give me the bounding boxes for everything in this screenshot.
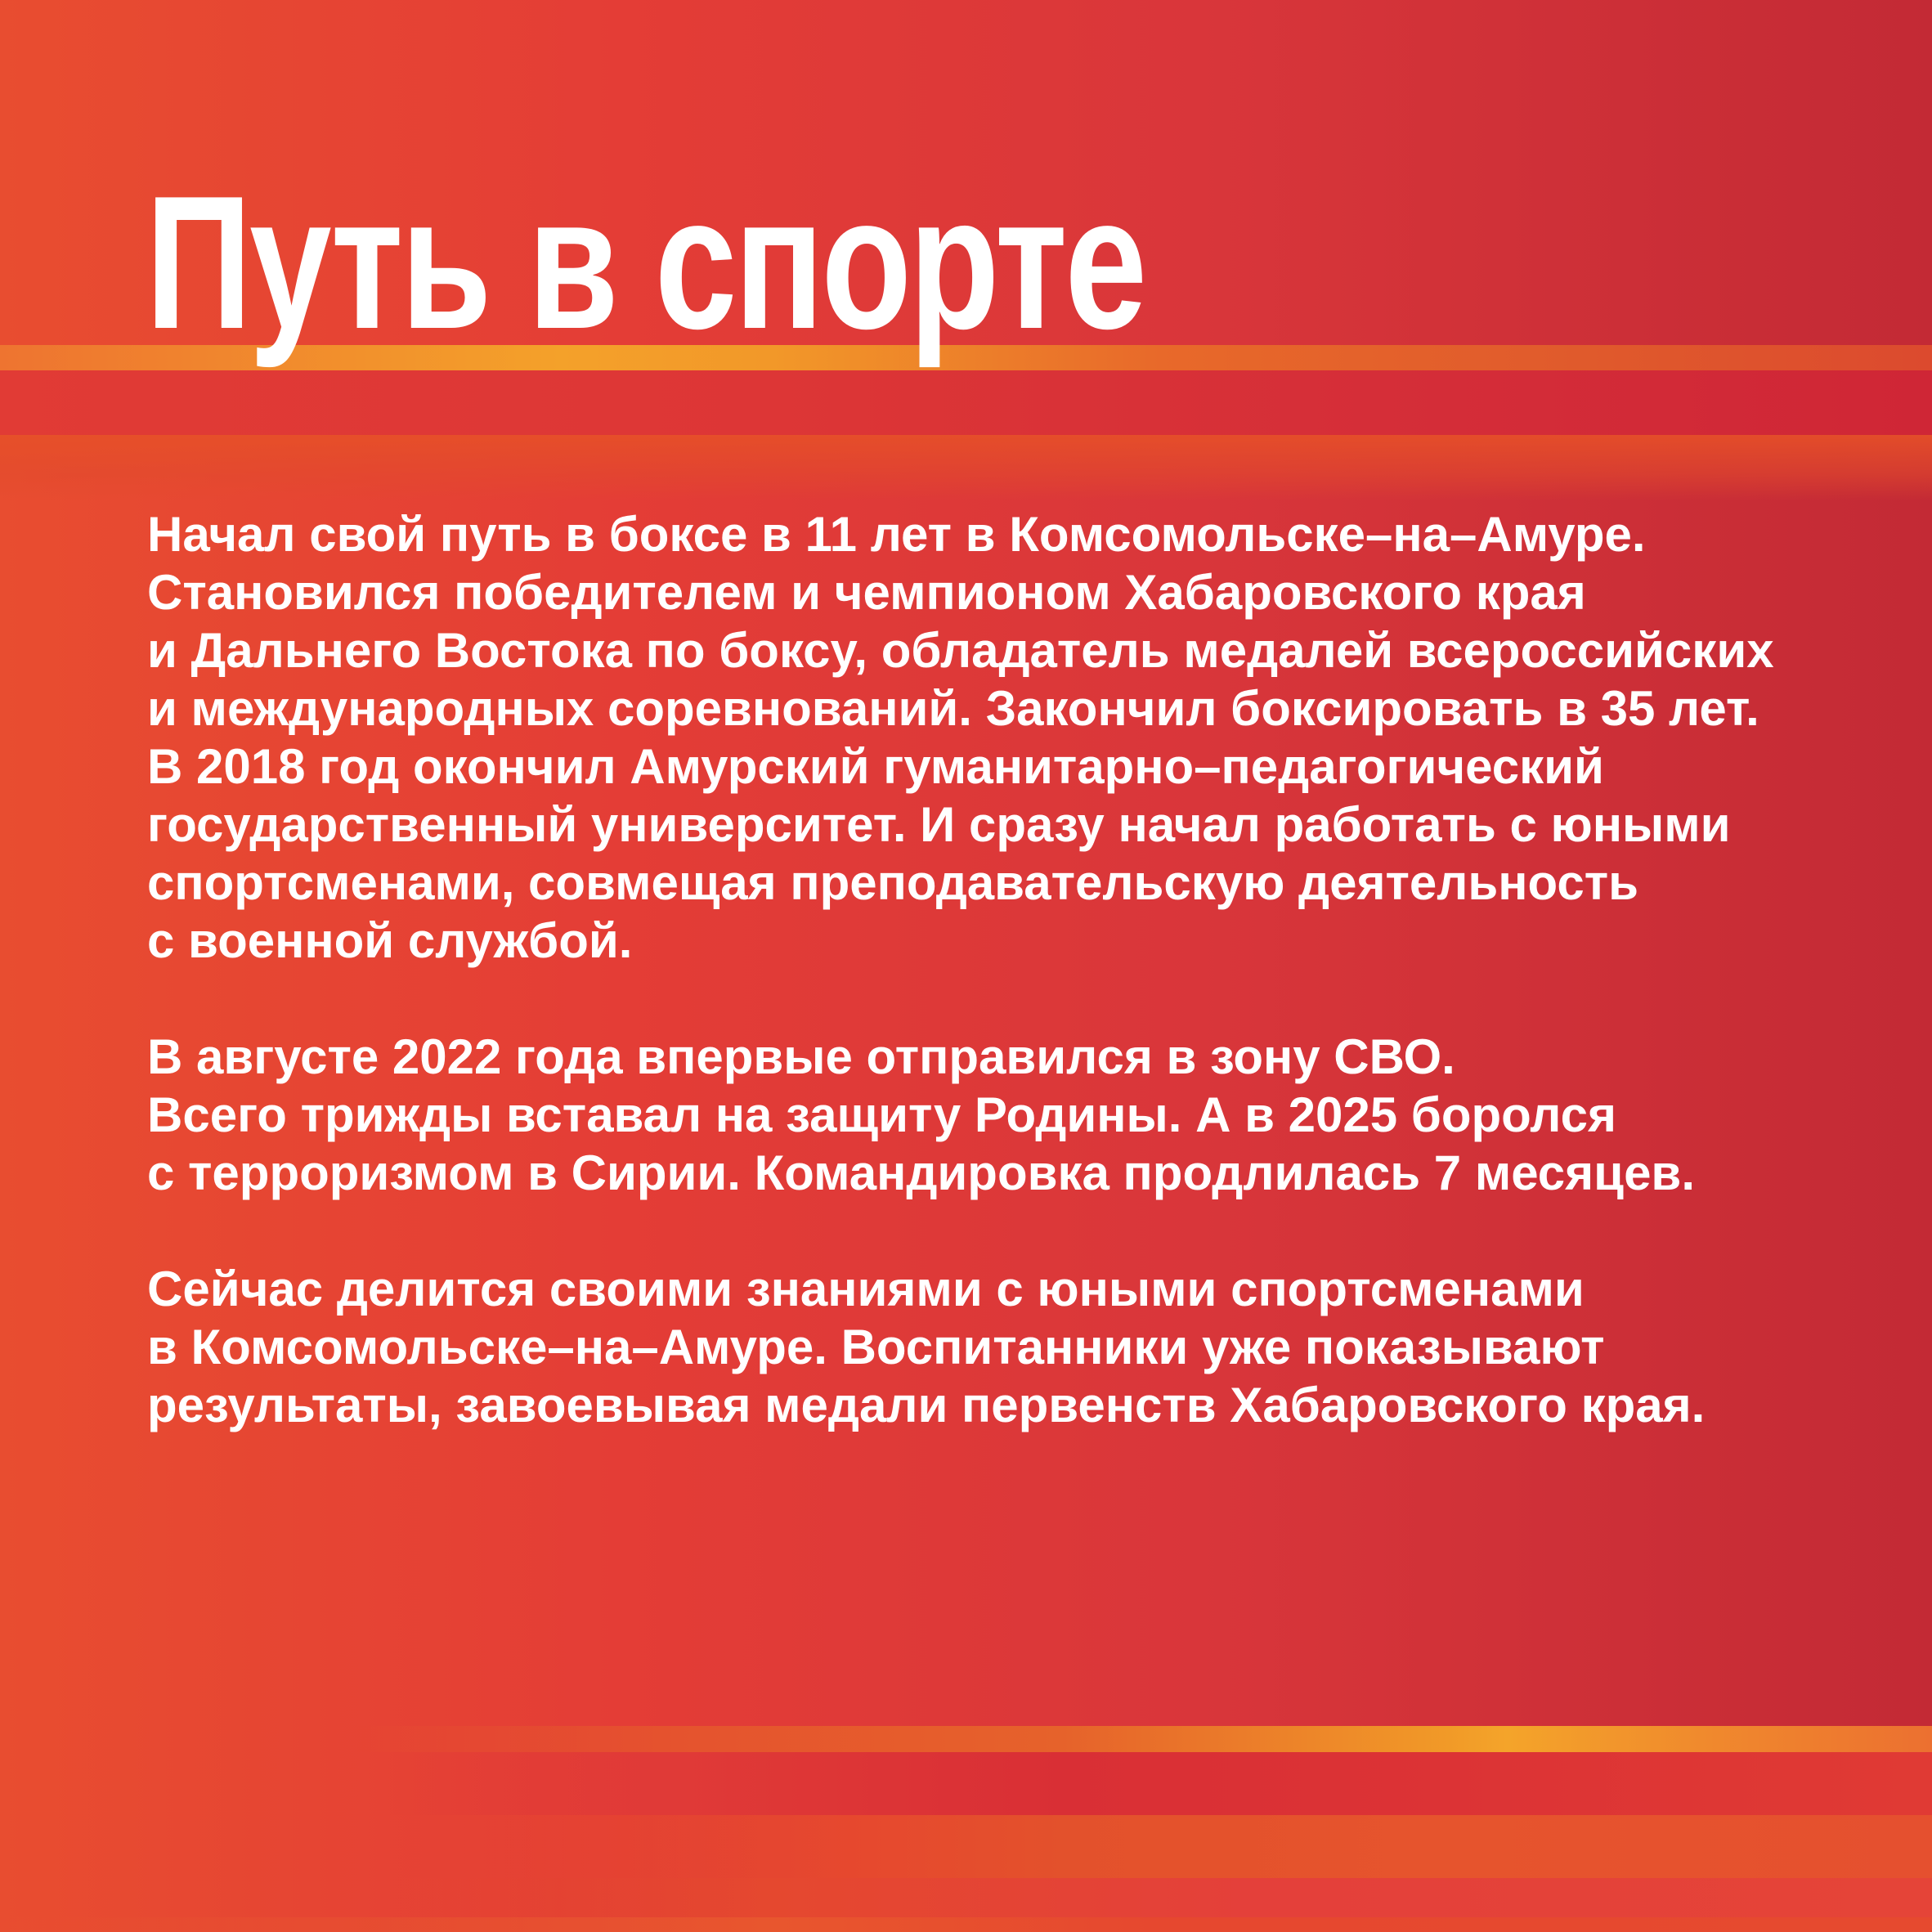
text-line: В августе 2022 года впервые отправился в зону СВО. <box>147 1029 1455 1084</box>
footer-red-band <box>0 1752 1932 1815</box>
text-line: В 2018 год окончил Амурский гуманитарно–педагогический <box>147 739 1604 794</box>
footer-orange-stripe <box>0 1726 1932 1752</box>
text-line: Всего трижды вставал на защиту Родины. А в 2025 боролся <box>147 1087 1617 1142</box>
page-title: Путь в спорте <box>146 157 1145 369</box>
text-line: и Дальнего Востока по боксу, обладатель медалей всероссийских <box>147 623 1774 678</box>
text-line: в Комсомольске–на–Амуре. Воспитанники уже показывают <box>147 1320 1605 1374</box>
text-line: результаты, завоевывая медали первенств Хабаровского края. <box>147 1378 1706 1432</box>
footer-bottom-band <box>0 1917 1932 1932</box>
text-line: и международных соревнований. Закончил боксировать в 35 лет. <box>147 681 1759 736</box>
paragraph-coaching-now <box>147 1260 1905 1434</box>
text-line: Сейчас делится своими знаниями с юными спортсменами <box>147 1262 1585 1316</box>
biography-text <box>147 505 1905 1492</box>
text-line: Начал свой путь в боксе в 11 лет в Комсомольске–на–Амуре. <box>147 507 1646 562</box>
footer-orange-band <box>0 1815 1932 1878</box>
header-orange-fade-band <box>0 435 1932 500</box>
header-red-band <box>0 370 1932 435</box>
paragraph-military-service <box>147 1028 1905 1202</box>
footer-light-band <box>0 1878 1932 1917</box>
text-line: Становился победителем и чемпионом Хабаровского края <box>147 565 1586 620</box>
text-line: спортсменами, совмещая преподавательскую деятельность <box>147 855 1638 910</box>
text-line: с терроризмом в Сирии. Командировка продлилась 7 месяцев. <box>147 1145 1695 1200</box>
text-line: государственный университет. И сразу начал работать с юными <box>147 797 1731 852</box>
text-line: с военной службой. <box>147 913 633 968</box>
paragraph-boxing-career <box>147 505 1905 970</box>
